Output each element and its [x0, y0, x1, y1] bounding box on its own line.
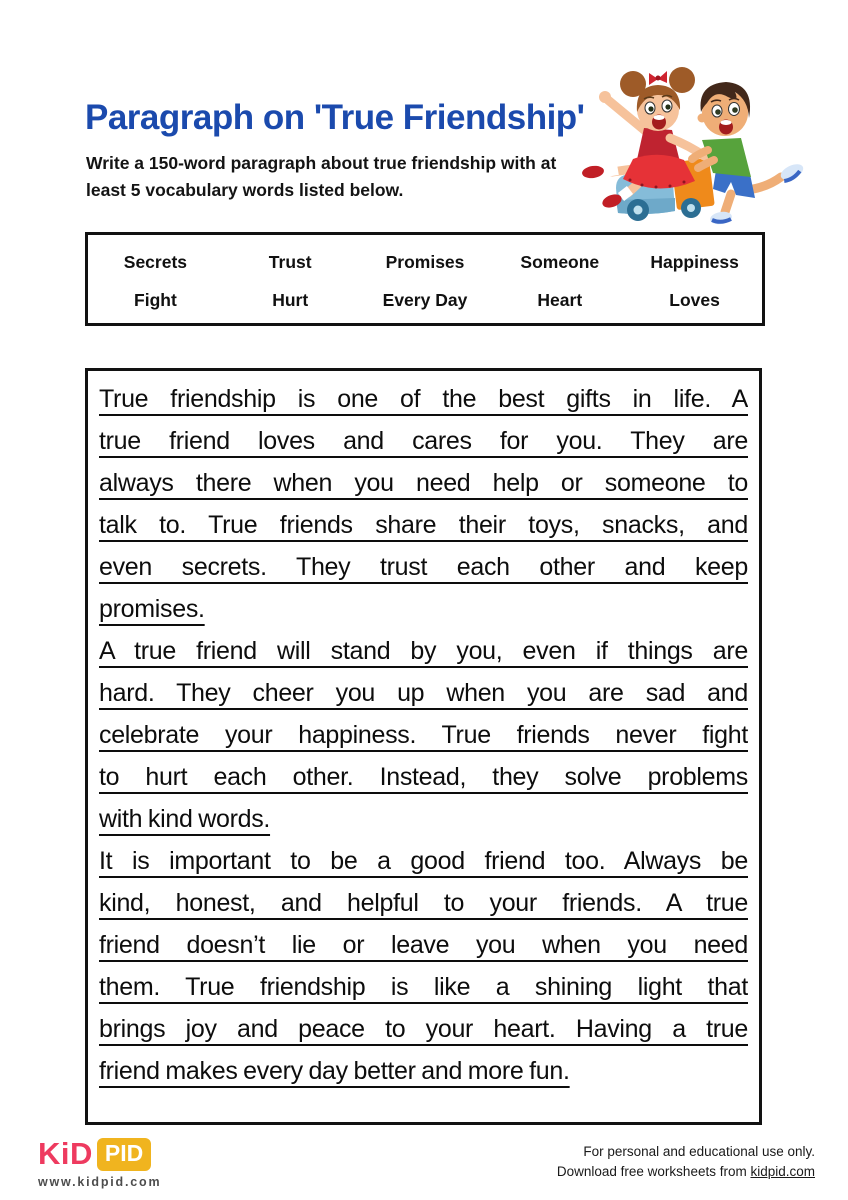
- essay-line: A true friend will stand by you, even if things are: [99, 637, 748, 665]
- page-title: Paragraph on 'True Friendship': [85, 98, 585, 137]
- footer-download-note: Download free worksheets from: [556, 1164, 751, 1179]
- instructions-text: [86, 150, 556, 204]
- logo-website-url: www.kidpid.com: [38, 1175, 162, 1189]
- kids-playing-illustration: [578, 58, 810, 226]
- vocab-word: Promises: [385, 251, 465, 272]
- essay-line: hard. They cheer you up when you are sad and: [99, 679, 748, 707]
- boy-front-leg: [725, 194, 731, 212]
- essay-line: promises.: [99, 595, 205, 623]
- essay-line: them. True friendship is like a shining light that: [99, 973, 748, 1001]
- vocab-word: Every Day: [382, 289, 468, 310]
- essay-line: with kind words.: [99, 805, 271, 833]
- instructions-line-2: least 5 vocabulary words listed below.: [86, 180, 404, 200]
- vocabulary-box: [85, 232, 765, 326]
- kidpid-logo: [38, 1136, 161, 1189]
- essay-line: even secrets. They trust each other and keep: [99, 553, 748, 581]
- essay-line: kind, honest, and helpful to your friends. A true: [99, 889, 748, 917]
- logo-pid-badge: PID: [97, 1138, 151, 1171]
- footer-usage-note: For personal and educational use only.: [583, 1144, 815, 1159]
- essay-line: It is important to be a good friend too. Always be: [99, 847, 748, 875]
- essay-line: brings joy and peace to your heart. Having a true: [99, 1015, 748, 1043]
- vocab-word: Secrets: [123, 251, 188, 272]
- instructions-line-1: Write a 150-word paragraph about true friendship with at: [86, 153, 557, 173]
- footer-note: [557, 1142, 815, 1182]
- vocab-word: Heart: [537, 289, 583, 310]
- essay-line: celebrate your happiness. True friends never fight: [99, 721, 748, 749]
- essay-line: True friendship is one of the best gifts in life. A: [99, 385, 748, 413]
- vocab-word: Fight: [134, 289, 177, 310]
- essay-line: true friend loves and cares for you. They are: [99, 427, 748, 455]
- essay-line: always there when you need help or someone to: [99, 469, 748, 497]
- vocab-word: Loves: [669, 289, 720, 310]
- essay-line: talk to. True friends share their toys, snacks, and: [99, 511, 748, 539]
- essay-line: friend doesn’t lie or leave you when you need: [99, 931, 748, 959]
- vocab-word: Happiness: [650, 251, 739, 272]
- essay-box: [85, 368, 762, 1125]
- vocab-word: Someone: [520, 251, 600, 272]
- kidpid-link[interactable]: kidpid.com: [750, 1164, 815, 1179]
- essay-line: friend makes every day better and more fun.: [99, 1057, 570, 1085]
- vocab-word: Hurt: [272, 289, 309, 310]
- vocab-word: Trust: [268, 251, 312, 272]
- logo-kid-text: KiD: [38, 1136, 93, 1171]
- essay-line: to hurt each other. Instead, they solve problems: [99, 763, 748, 791]
- girl-shoe-1: [581, 165, 604, 180]
